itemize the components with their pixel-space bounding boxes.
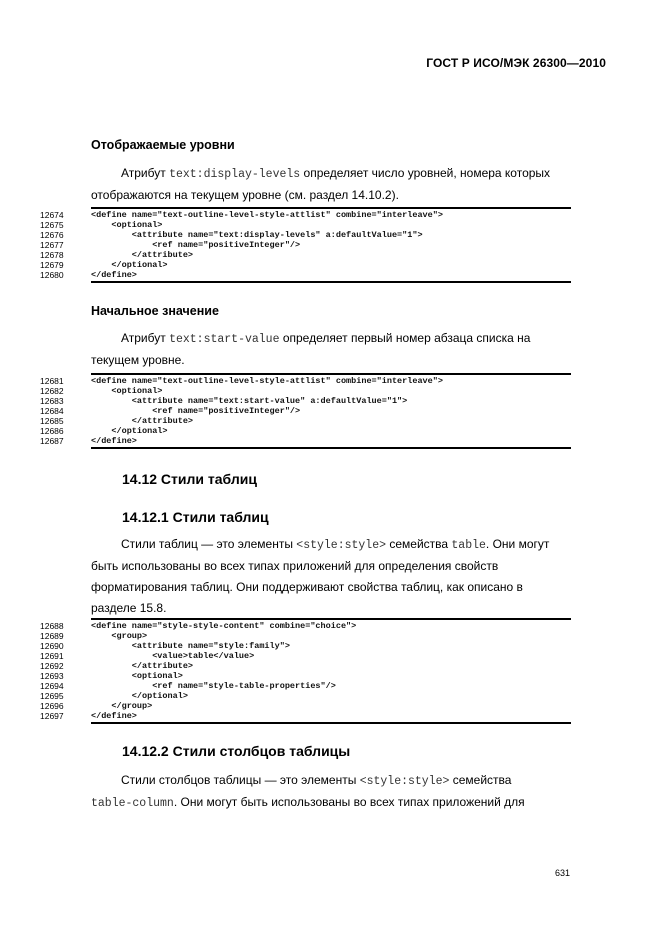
code-bottom-rule: [91, 447, 571, 449]
code-line: </optional>: [91, 260, 168, 270]
code-top-rule: [91, 373, 571, 375]
code-line: <define name="text-outline-level-style-attlist" combine="interleave">: [91, 210, 443, 220]
para-text: разделе 15.8.: [91, 601, 167, 615]
code-line-number: 12695: [40, 691, 64, 701]
code-line-number: 12678: [40, 250, 64, 260]
code-line: </define>: [91, 270, 137, 280]
code-line: <define name="style-style-content" combine="choice">: [91, 621, 357, 631]
code-line-number: 12697: [40, 711, 64, 721]
code-bottom-rule: [91, 722, 571, 724]
code-line-number: 12693: [40, 671, 64, 681]
page-number: 631: [554, 868, 570, 878]
heading-table-styles: 14.12 Стили таблиц: [122, 471, 257, 487]
inline-code: <style:style>: [359, 775, 450, 788]
code-line-number: 12691: [40, 651, 64, 661]
code-line: </define>: [91, 711, 137, 721]
code-bottom-rule: [91, 281, 571, 283]
code-line-number: 12684: [40, 406, 64, 416]
code-line: </attribute>: [91, 250, 194, 260]
paragraph-column-styles: [91, 770, 571, 814]
code-line-number: 12679: [40, 260, 64, 270]
paragraph-start-value: [91, 328, 571, 371]
para-text: . Они могут быть использованы во всех типах приложений для: [173, 795, 525, 809]
code-line-number: 12692: [40, 661, 64, 671]
code-line: </attribute>: [91, 416, 194, 426]
code-line: <optional>: [91, 220, 163, 230]
para-text: быть использованы во всех типах приложений для определения свойств: [91, 559, 499, 573]
para-text: Атрибут: [121, 166, 170, 180]
para-text: Стили таблиц — это элементы: [121, 537, 297, 551]
para-text: форматирования таблиц. Они поддерживают свойства таблиц, как описано в: [91, 580, 523, 594]
code-line: <attribute name="text:start-value" a:defaultValue="1">: [91, 396, 408, 406]
code-line-number: 12677: [40, 240, 64, 250]
code-line-number: 12687: [40, 436, 64, 446]
code-line-number: 12694: [40, 681, 64, 691]
code-line-number: 12686: [40, 426, 64, 436]
paragraph-table-styles: [91, 534, 571, 619]
para-text: отображаются на текущем уровне (см. раздел 14.10.2).: [91, 188, 399, 202]
code-line: </define>: [91, 436, 137, 446]
code-line: <group>: [91, 631, 148, 641]
para-text: Атрибут: [121, 331, 170, 345]
code-line: </optional>: [91, 691, 188, 701]
code-line-number: 12688: [40, 621, 64, 631]
para-text: . Они могут: [485, 537, 550, 551]
code-line: </attribute>: [91, 661, 194, 671]
subheading-table-styles: 14.12.1 Стили таблиц: [122, 509, 269, 525]
code-line-number: 12681: [40, 376, 64, 386]
inline-code: table-column: [91, 797, 174, 810]
para-text: семейства: [449, 773, 512, 787]
para-text: текущем уровне.: [91, 353, 185, 367]
code-top-rule: [91, 207, 571, 209]
paragraph-display-levels: [91, 163, 571, 206]
heading-column-styles: 14.12.2 Стили столбцов таблицы: [122, 743, 351, 759]
code-line-number: 12680: [40, 270, 64, 280]
code-line: <define name="text-outline-level-style-attlist" combine="interleave">: [91, 376, 443, 386]
para-text: Стили столбцов таблицы — это элементы: [121, 773, 360, 787]
code-line: <optional>: [91, 386, 163, 396]
heading-display-levels: Отображаемые уровни: [91, 138, 235, 152]
code-line: <ref name="positiveInteger"/>: [91, 406, 301, 416]
code-line-number: 12675: [40, 220, 64, 230]
code-line-number: 12676: [40, 230, 64, 240]
inline-code: text:start-value: [169, 333, 280, 346]
code-line-number: 12685: [40, 416, 64, 426]
code-line: </group>: [91, 701, 153, 711]
code-line-number: 12690: [40, 641, 64, 651]
para-text: семейства: [386, 537, 452, 551]
code-line: </optional>: [91, 426, 168, 436]
inline-code: table: [451, 539, 486, 552]
code-line: <ref name="style-table-properties"/>: [91, 681, 336, 691]
para-text: определяет число уровней, номера которых: [300, 166, 551, 180]
code-line: <attribute name="style:family">: [91, 641, 290, 651]
code-line-number: 12674: [40, 210, 64, 220]
inline-code: text:display-levels: [169, 168, 301, 181]
para-text: определяет первый номер абзаца списка на: [279, 331, 531, 345]
code-line-number: 12683: [40, 396, 64, 406]
inline-code: <style:style>: [296, 539, 387, 552]
code-line: <attribute name="text:display-levels" a:defaultValue="1">: [91, 230, 423, 240]
code-line: <ref name="positiveInteger"/>: [91, 240, 301, 250]
code-line: <optional>: [91, 671, 183, 681]
code-line-number: 12689: [40, 631, 64, 641]
code-top-rule: [91, 618, 571, 620]
code-line: <value>table</value>: [91, 651, 255, 661]
document-standard-header: ГОСТ Р ИСО/МЭК 26300—2010: [426, 56, 606, 70]
code-line-number: 12696: [40, 701, 64, 711]
code-line-number: 12682: [40, 386, 64, 396]
heading-start-value: Начальное значение: [91, 304, 219, 318]
